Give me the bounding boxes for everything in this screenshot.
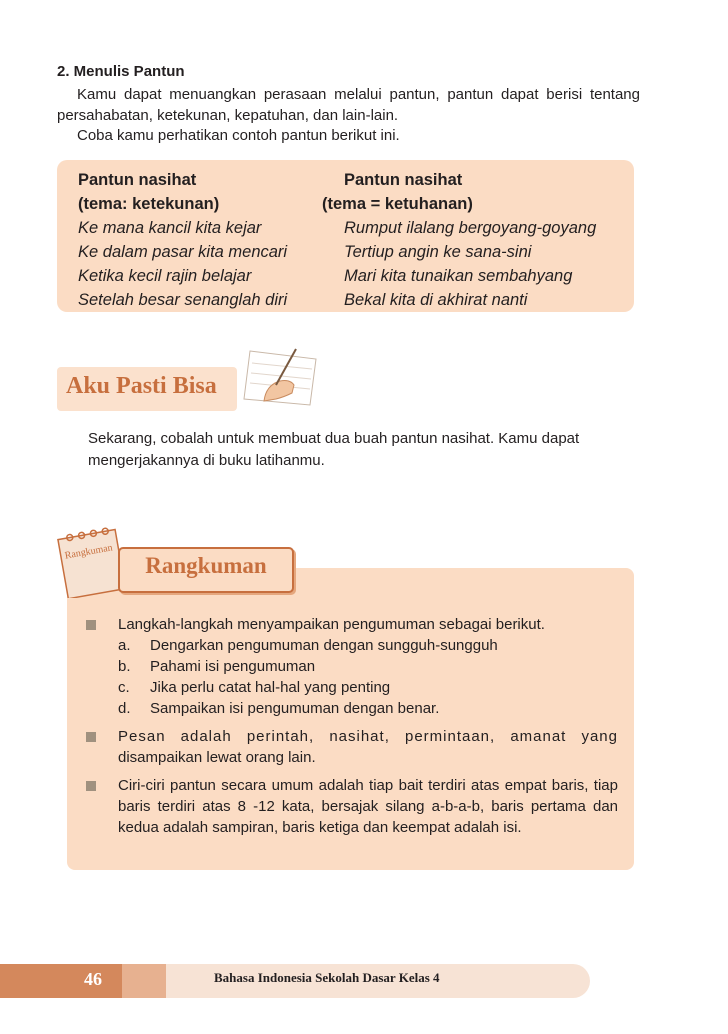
- summary-item-2-line2: disampaikan lewat orang lain.: [118, 749, 316, 766]
- bullet-icon: [86, 620, 96, 630]
- summary-subitem: [118, 656, 315, 677]
- aku-pasti-bisa-title: Aku Pasti Bisa: [66, 373, 217, 399]
- pantun-left: [78, 168, 287, 312]
- pantun-left-line: Ke dalam pasar kita mencari: [78, 243, 288, 261]
- pantun-right-line: Mari kita tunaikan sembahyang: [344, 267, 573, 285]
- bullet-icon: [86, 732, 96, 742]
- subitem-text: Jika perlu catat hal-hal yang penting: [150, 679, 391, 696]
- intro-paragraph: Kamu dapat menuangkan perasaan melalui pantun, pantun dapat berisi tentang persahabatan, ketekunan, kepatuhan, dan lain-lain.: [57, 86, 640, 124]
- pantun-right-line: Rumput ilalang bergoyang-goyang: [344, 219, 597, 237]
- book-title: Bahasa Indonesia Sekolah Dasar Kelas 4: [214, 970, 440, 985]
- subitem-letter: d.: [118, 700, 131, 717]
- subitem-letter: c.: [118, 679, 130, 696]
- pantun-right: [322, 168, 596, 312]
- subitem-letter: b.: [118, 658, 131, 675]
- rangkuman-title: Rangkuman: [145, 553, 267, 578]
- pantun-right-line: Tertiup angin ke sana-sini: [344, 243, 532, 261]
- pantun-left-theme: (tema: ketekunan): [78, 195, 220, 213]
- summary-item-2-line1: Pesan adalah perintah, nasihat, permintaan, amanat yang: [118, 728, 618, 745]
- notepad-label: Rangkuman: [63, 542, 114, 562]
- subitem-text: Sampaikan isi pengumuman dengan benar.: [150, 700, 440, 717]
- writing-hand-icon: [236, 345, 320, 409]
- pantun-right-title: Pantun nasihat: [344, 171, 463, 189]
- subitem-letter: a.: [118, 637, 131, 654]
- subitem-text: Pahami isi pengumuman: [150, 658, 316, 675]
- summary-subitem: [118, 677, 390, 698]
- footer-page-block: [0, 964, 122, 998]
- example-prompt: Coba kamu perhatikan contoh pantun berikut ini.: [77, 127, 400, 144]
- section-heading: 2. Menulis Pantun: [57, 63, 185, 80]
- subitem-text: Dengarkan pengumuman dengan sungguh-sungguh: [150, 637, 498, 654]
- summary-item-3: Ciri-ciri pantun secara umum adalah tiap bait terdiri atas empat baris, tiap baris terdiri atas 8 -12 kata, bersajak silang a-b-a-b, baris pertama dan kedua adalah sampiran, baris ketiga dan keempat adalah isi.: [118, 777, 618, 836]
- summary-subitem: [118, 635, 498, 656]
- summary-subitem: [118, 698, 439, 719]
- pantun-left-line: Ke mana kancil kita kejar: [78, 219, 262, 237]
- pantun-right-theme: (tema = ketuhanan): [322, 195, 473, 213]
- pantun-left-line: Ketika kecil rajin belajar: [78, 267, 252, 285]
- pantun-left-title: Pantun nasihat: [78, 171, 197, 189]
- page-number: 46: [84, 969, 102, 989]
- summary-item-1: Langkah-langkah menyampaikan pengumuman sebagai berikut.: [118, 616, 545, 633]
- bullet-icon: [86, 781, 96, 791]
- pantun-right-line: Bekal kita di akhirat nanti: [344, 291, 528, 309]
- pantun-left-line: Setelah besar senanglah diri: [78, 291, 288, 309]
- footer-accent-block: [122, 964, 166, 998]
- aku-pasti-bisa-instruction: Sekarang, cobalah untuk membuat dua buah pantun nasihat. Kamu dapat mengerjakannya di buku latihanmu.: [88, 430, 580, 469]
